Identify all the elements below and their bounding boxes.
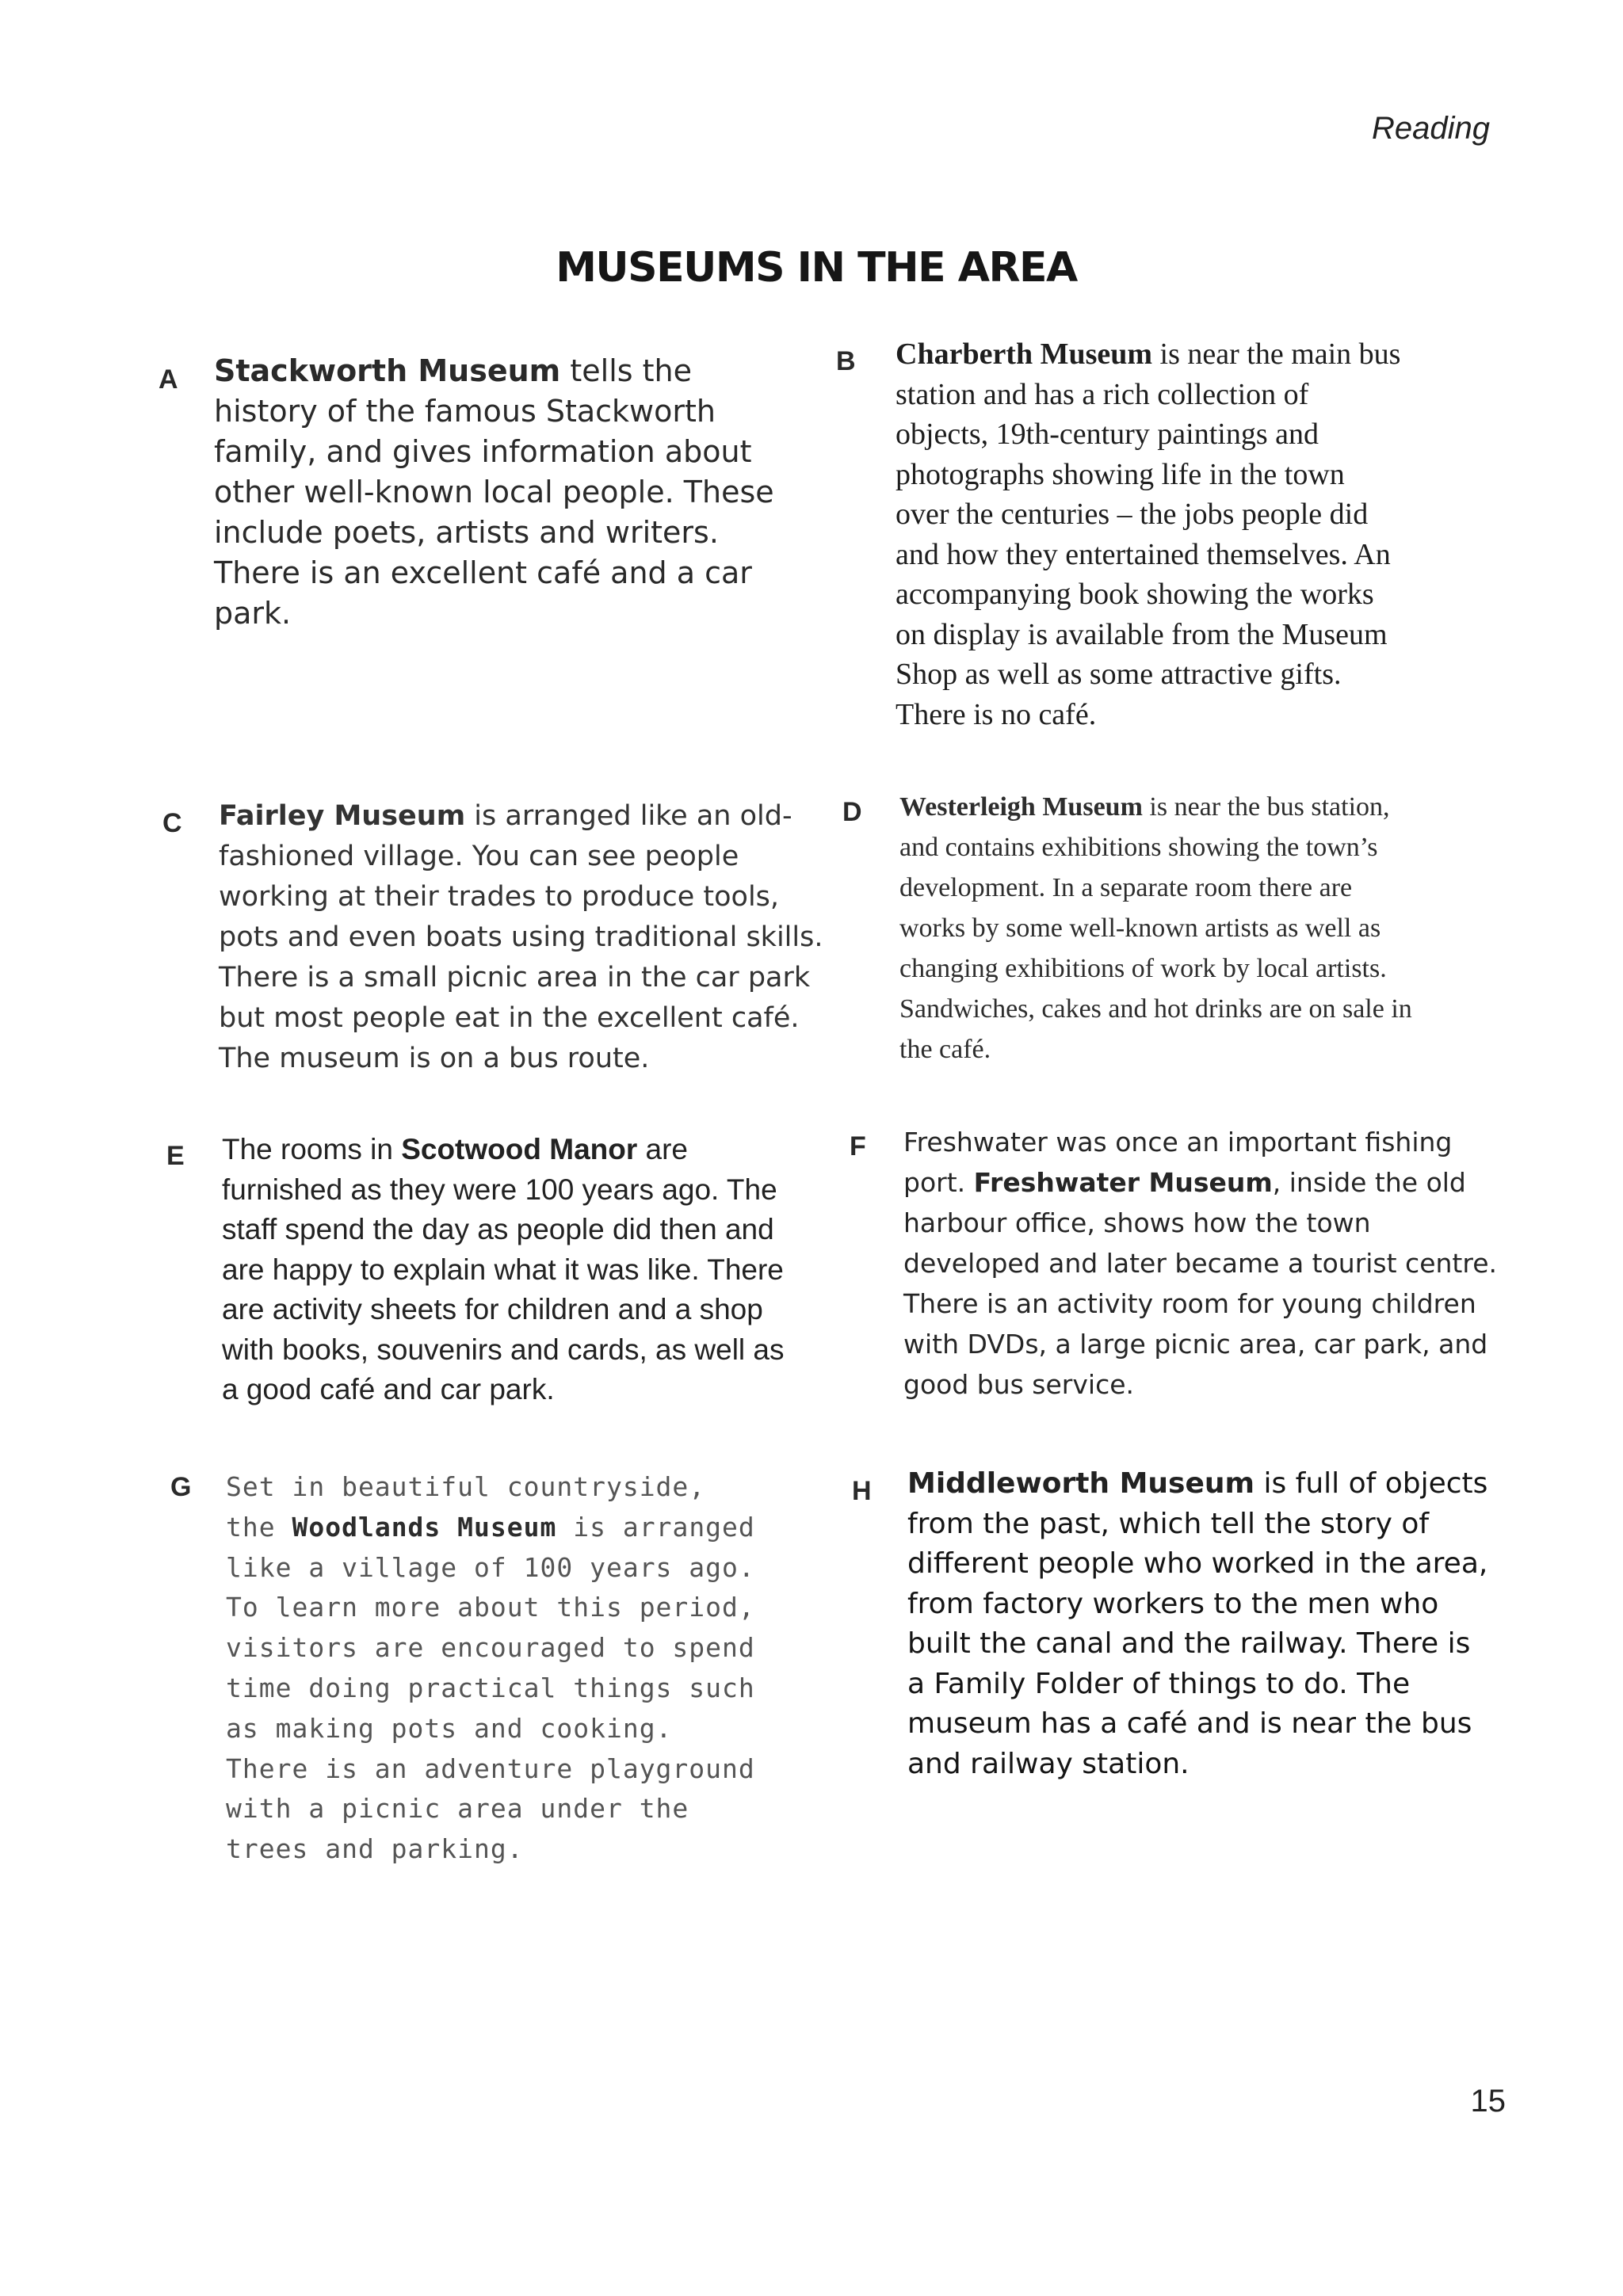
entry-c-text [219,796,837,1079]
entry-a-letter: A [158,364,178,395]
entry-d-letter: D [842,797,862,827]
museum-name: Middleworth Museum [907,1467,1255,1500]
museum-name: Woodlands Museum [292,1511,557,1543]
entry-d-description: is near the bus station, and contains exhibitions showing the town’s development. In a separate room there are works by some well-known artists as well as changing exhibitions of work by local artists. Sandwiches, cakes and hot drinks are on sale in the café. [899,792,1412,1064]
page-title: MUSEUMS IN THE AREA [556,244,1077,292]
entry-b-letter: B [836,346,856,376]
entry-c-letter: C [162,808,182,838]
entry-f-intro: Freshwater was once an important fishing port. [903,1127,1453,1198]
entry-e-intro: The rooms in [222,1133,402,1165]
entry-g-letter: G [170,1472,192,1502]
entry-e-description: are furnished as they were 100 years ago. The staff spend the day as people did then and are happy to explain what it was like. There are activity sheets for children and a shop with books, souvenirs and cards, as well as a good café and car park. [222,1133,785,1405]
museum-name: Fairley Museum [219,800,466,832]
entry-a-text [214,351,848,634]
museum-name: Charberth Museum [896,338,1153,371]
entry-g-intro: Set in beautiful countryside, the [226,1471,706,1543]
museum-name: Westerleigh Museum [899,792,1143,822]
entry-e-text [222,1130,856,1410]
entry-h-text [907,1464,1549,1784]
entry-g-text [226,1467,860,1870]
entry-c-description: is arranged like an old- fashioned village. You can see people working at their trades to produce tools, pots and even boats using traditional skills. There is a small picnic area in the car park but most people eat in the excellent café. The museum is on a bus route. [219,800,823,1074]
entry-f-letter: F [850,1131,866,1161]
entry-h-description: is full of objects from the past, which tell the story of different people who worked in the area, from factory workers to the men who built the canal and the railway. There is a Family Folder of things to do. The museum has a café and is near the bus and railway station. [907,1467,1488,1780]
entry-b-description: is near the main bus station and has a rich collection of objects, 19th-century paintings and photographs showing life in the town over the centuries – the jobs people did and how they entertained themselves. An accompanying book showing the works on display is available from the Museum Shop as well as some attractive gifts. There is no café. [896,338,1401,731]
entry-g-description: is arranged like a village of 100 years ago. To learn more about this period, visitors are encouraged to spend time doing practical things such as making pots and cooking. There is an adventure playground with a picnic area under the trees and parking. [226,1511,755,1865]
museum-name: Scotwood Manor [401,1133,638,1165]
entry-a-description: tells the history of the famous Stackworth family, and gives information about other well-known local people. These include poets, artists and writers. There is an excellent café and a car park. [214,353,774,631]
section-label: Reading [1371,111,1490,146]
entry-f-text [903,1122,1553,1405]
entry-b-text [896,334,1553,734]
entry-d-text [899,787,1565,1070]
museum-name: Stackworth Museum [214,353,561,388]
museum-name: Freshwater Museum [973,1167,1273,1198]
entry-f-description: , inside the old harbour office, shows how the town developed and later became a tourist centre. There is an activity room for young children with DVDs, a large picnic area, car park, and good bus service. [903,1167,1497,1400]
entry-h-letter: H [852,1476,872,1506]
entry-e-letter: E [166,1141,185,1171]
page-number: 15 [1470,2084,1506,2119]
